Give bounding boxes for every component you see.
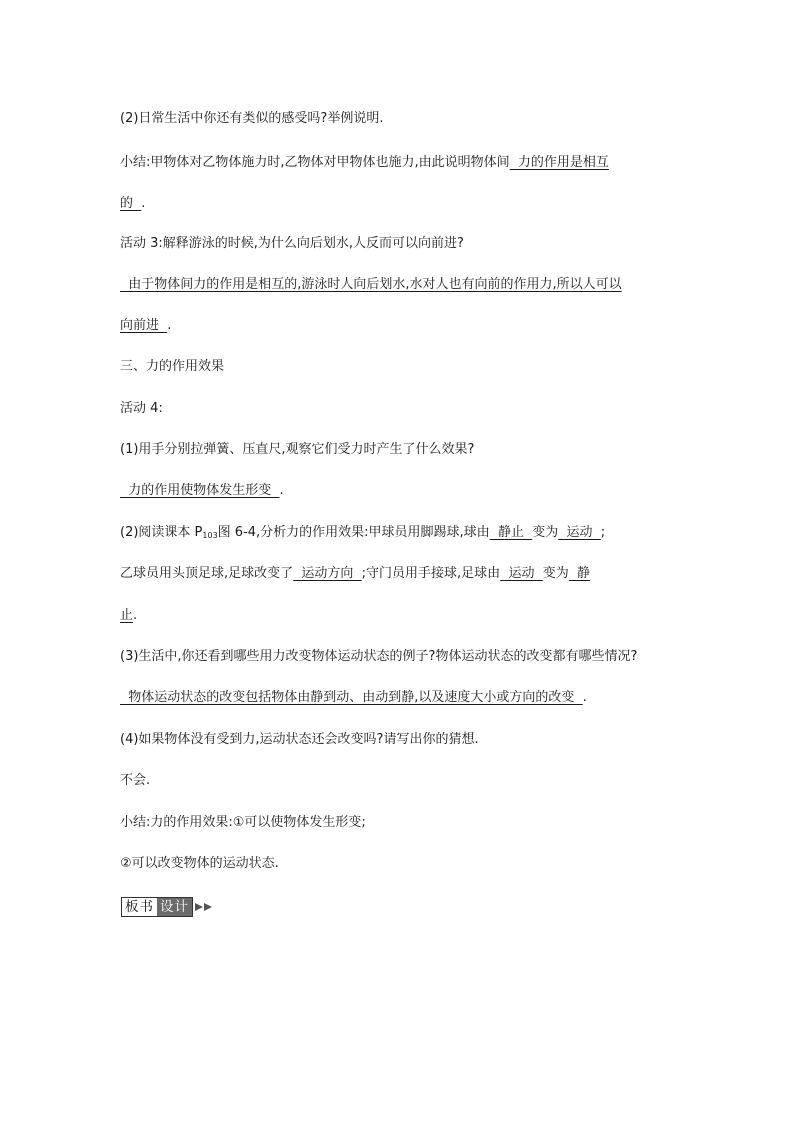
summary-1-cont xyxy=(120,195,145,212)
activity-3-answer-text-cont: 向前进 xyxy=(120,318,168,333)
answer-4-4: 不会. xyxy=(120,773,151,788)
answer-4-1-text: 力的作用使物体发生形变 xyxy=(120,483,280,498)
answer-still: 静止 xyxy=(489,525,533,540)
activity-4-heading: 活动 4: xyxy=(120,401,163,416)
activity-3-question: 活动 3:解释游泳的时候,为什么向后划水,人反而可以向前进? xyxy=(120,236,464,251)
question-2-text: (2)日常生活中你还有类似的感受吗?举例说明. xyxy=(120,111,384,126)
board-design-label xyxy=(121,897,193,917)
question-4-1: (1)用手分别拉弹簧、压直尺,观察它们受力时产生了什么效果? xyxy=(120,442,475,457)
q42-text-f: ; xyxy=(600,525,606,540)
summary-2: 小结:力的作用效果:①可以使物体发生形变; xyxy=(120,815,366,830)
answer-moving: 运动 xyxy=(558,525,601,540)
answer-direction: 运动方向 xyxy=(293,566,362,581)
answer-4-1 xyxy=(120,482,284,499)
answer-4-3-text: 物体运动状态的改变包括物体由静到动、由动到静,以及速度大小或方向的改变 xyxy=(120,690,583,705)
period: . xyxy=(133,608,138,623)
summary-1-answer-cont: 的 xyxy=(120,196,142,211)
q42-text-b: 图 6-4,分析力的作用效果:甲球员用脚踢球,球由 xyxy=(217,525,490,540)
period: . xyxy=(582,690,587,705)
page-subscript: 103 xyxy=(202,531,218,540)
activity-3-answer-text: 由于物体间力的作用是相互的,游泳时人向后划水,水对人也有向前的作用力,所以人可以 xyxy=(120,277,622,292)
period: . xyxy=(279,483,284,498)
question-4-3: (3)生活中,你还看到哪些用力改变物体运动状态的例子?物体运动状态的改变都有哪些情况? xyxy=(120,649,638,664)
q42c-text-a: 乙球员用头顶足球,足球改变了 xyxy=(120,566,294,581)
period: . xyxy=(167,318,172,333)
question-4-4: (4)如果物体没有受到力,运动状态还会改变吗?请写出你的猜想. xyxy=(120,732,479,747)
question-4-2-cont xyxy=(120,565,590,582)
activity-3-answer xyxy=(120,276,622,293)
summary-1-text: 小结:甲物体对乙物体施力时,乙物体对甲物体也施力,由此说明物体间 xyxy=(120,155,510,170)
summary-1-answer: 力的作用是相互 xyxy=(509,155,609,170)
badge-part-1: 板书 xyxy=(122,898,157,916)
activity-3-answer-cont xyxy=(120,317,171,334)
summary-2-cont: ②可以改变物体的运动状态. xyxy=(120,856,279,871)
answer-still-2: 静 xyxy=(568,566,590,581)
q42c-text-e: 变为 xyxy=(542,566,569,581)
q42-text-d: 变为 xyxy=(532,525,559,540)
period: . xyxy=(141,196,146,211)
answer-4-3 xyxy=(120,689,587,706)
summary-1 xyxy=(120,154,609,171)
badge-part-2: 设计 xyxy=(157,898,192,916)
section-3-heading: 三、力的作用效果 xyxy=(120,359,225,374)
double-arrow-icon xyxy=(195,902,215,912)
q42c-text-c: ;守门员用手接球,足球由 xyxy=(361,566,501,581)
answer-still-2-cont: 止 xyxy=(120,608,134,623)
q42-text-a: (2)阅读课本 P xyxy=(120,525,203,540)
question-4-2 xyxy=(120,524,605,541)
board-design-badge xyxy=(121,897,215,917)
answer-moving-2: 运动 xyxy=(500,566,543,581)
question-4-2-cont2 xyxy=(120,607,137,624)
